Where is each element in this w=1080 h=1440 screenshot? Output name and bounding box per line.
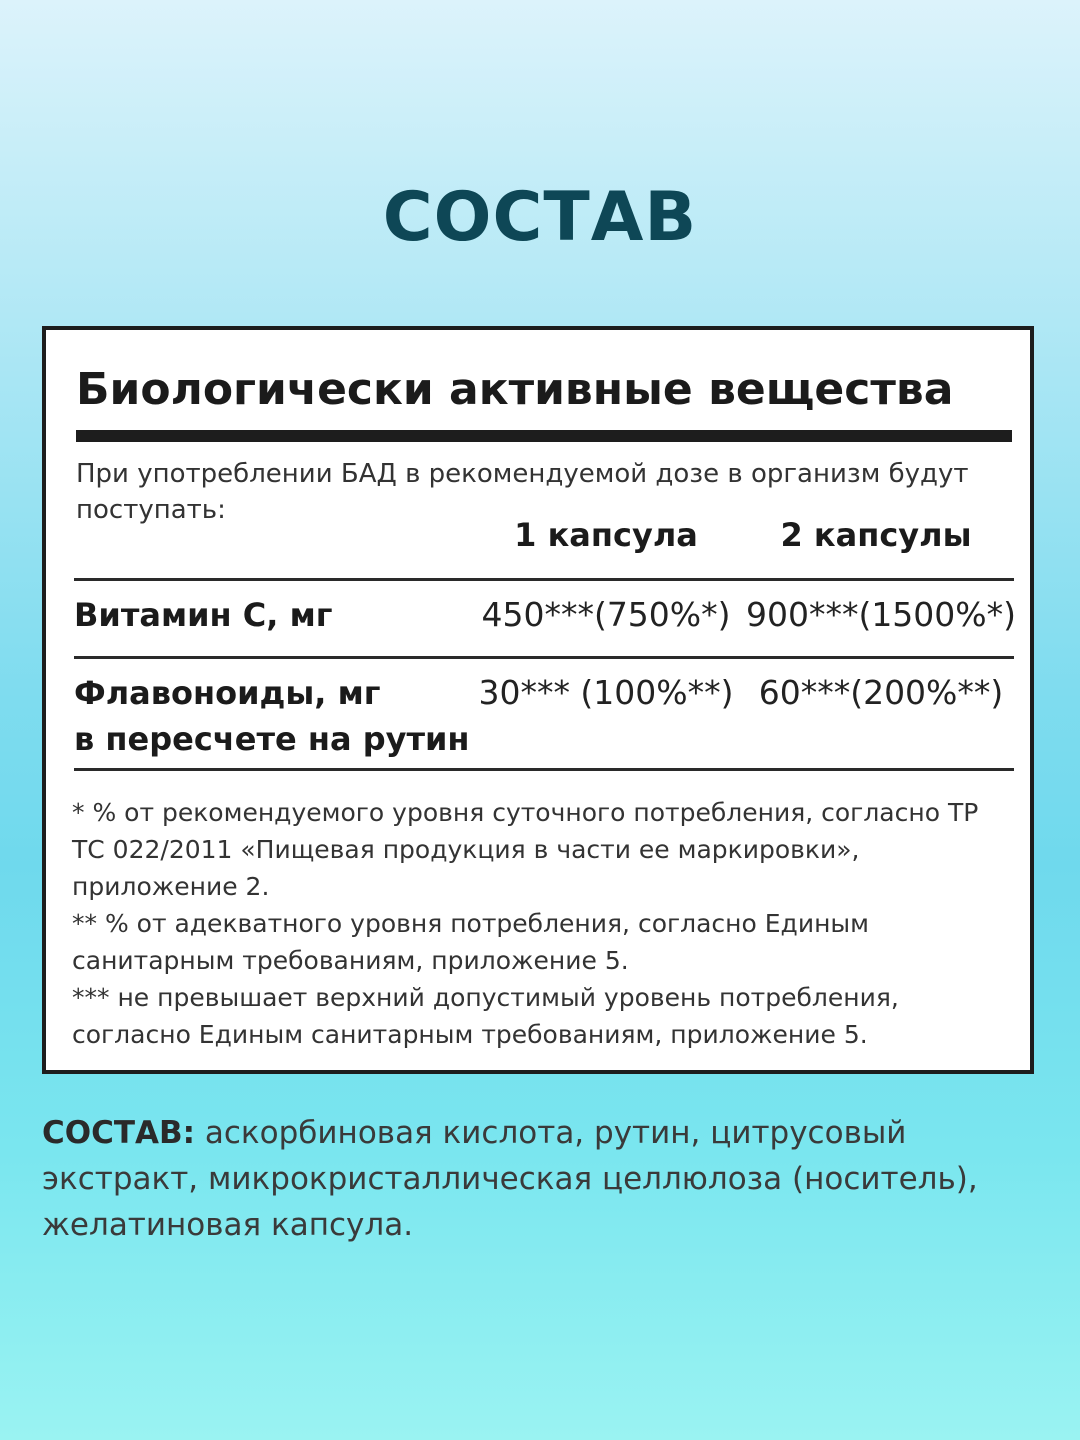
footnotes — [72, 794, 1016, 1053]
footnote: *** не превышает верхний допустимый уровень потребления, согласно Единым санитарным требованиям, приложение 5. — [72, 983, 899, 1049]
table-divider — [74, 656, 1014, 659]
title-divider — [76, 430, 1012, 442]
table-divider — [74, 768, 1014, 771]
footnote: ** % от адекватного уровня потребления, согласно Единым санитарным требованиям, приложение 5. — [72, 909, 870, 975]
composition-ingredients: аскорбиновая кислота, рутин, цитрусовый экстракт, микрокристаллическая целлюлоза (носитель), желатиновая капсула. — [42, 1115, 978, 1243]
vitamin-c-two-capsules-value: 900***(1500%*) — [745, 595, 1017, 634]
vitamin-c-one-capsule-value: 450***(750%*) — [481, 595, 731, 634]
nutrition-panel — [42, 326, 1034, 1074]
row-label-line: Флавоноиды, мг — [74, 674, 381, 712]
flavonoids-two-capsules-value: 60***(200%**) — [758, 673, 1004, 712]
row-label-line: в пересчете на рутин — [74, 720, 470, 758]
footnote: * % от рекомендуемого уровня суточного потребления, согласно ТР ТС 022/2011 «Пищевая продукция в части ее маркировки», приложение 2. — [72, 798, 979, 901]
table-divider — [74, 578, 1014, 581]
column-header-two-capsules: 2 капсулы — [780, 516, 972, 554]
column-header-one-capsule: 1 капсула — [514, 516, 698, 554]
flavonoids-one-capsule-value: 30*** (100%**) — [478, 673, 734, 712]
row-label-flavonoids — [74, 670, 470, 762]
composition-text — [42, 1110, 1042, 1248]
intro-text: При употреблении БАД в рекомендуемой дозе в организм будут поступать: — [76, 459, 969, 525]
panel-title: Биологически активные вещества — [76, 364, 954, 415]
page-heading: СОСТАВ — [382, 178, 698, 257]
row-label-line: Витамин С, мг — [74, 596, 333, 634]
row-label-vitamin-c — [74, 592, 332, 638]
composition-label: СОСТАВ: — [42, 1115, 196, 1151]
